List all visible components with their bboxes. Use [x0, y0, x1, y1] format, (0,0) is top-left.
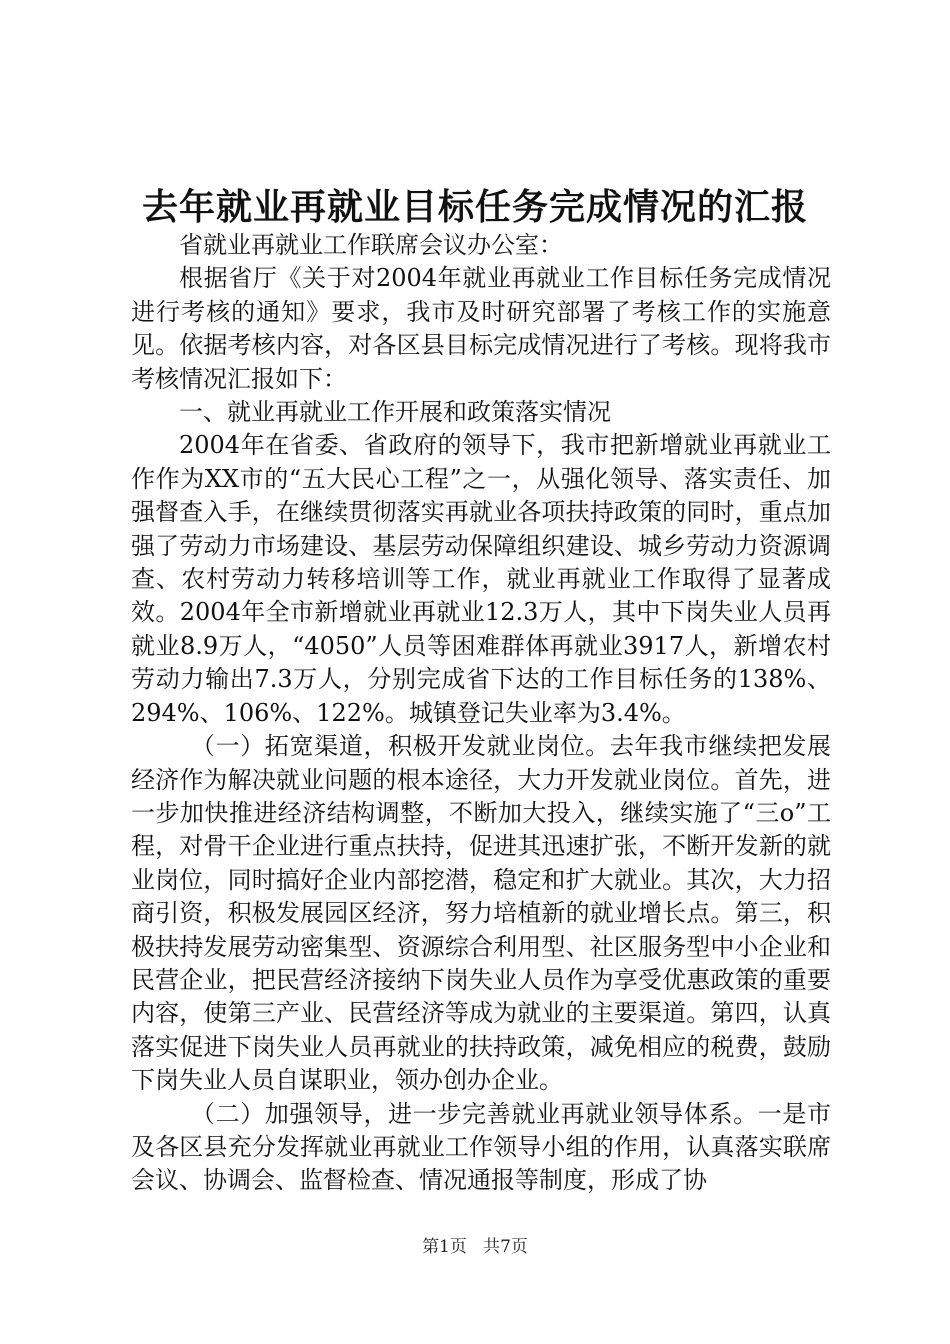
- document-title: 去年就业再就业目标任务完成情况的汇报: [141, 187, 808, 228]
- document-body: [131, 229, 831, 1198]
- salutation: 省就业再就业工作联席会议办公室：: [179, 231, 563, 259]
- page-number: 第1页: [422, 1237, 467, 1257]
- subsection-1-paragraph: （一）拓宽渠道，积极开发就业岗位。去年我市继续把发展经济作为解决就业问题的根本途径，大力开发就业岗位。首先，进一步加快推进经济结构调整，不断加大投入，继续实施了“三o”工程，对骨干企业进行重点扶持，促进其迅速扩张，不断开发新的就业岗位，同时搞好企业内部挖潜，稳定和扩大就业。其次，大力招商引资，积极发展园区经济，努力培植新的就业增长点。第三，积极扶持发展劳动密集型、资源综合利用型、社区服务型中小企业和民营企业，把民营经济接纳下岗失业人员作为享受优惠政策的重要内容，使第三产业、民营经济等成为就业的主要渠道。第四，认真落实促进下岗失业人员再就业的扶持政策，减免相应的税费，鼓励下岗失业人员自谋职业，领办创办企业。: [131, 732, 831, 1095]
- page-total: 共7页: [483, 1237, 528, 1257]
- intro-paragraph: 根据省厅《关于对2004年就业再就业工作目标任务完成情况进行考核的通知》要求，我市及时研究部署了考核工作的实施意见。依据考核内容，对各区县目标完成情况进行了考核。现将我市考核情况汇报如下：: [131, 264, 831, 393]
- summary-paragraph: 2004年在省委、省政府的领导下，我市把新增就业再就业工作作为XX市的“五大民心工程”之一，从强化领导、落实责任、加强督查入手，在继续贯彻落实再就业各项扶持政策的同时，重点加强了劳动力市场建设、基层劳动保障组织建设、城乡劳动力资源调查、农村劳动力转移培训等工作，就业再就业工作取得了显著成效。2004年全市新增就业再就业12.3万人，其中下岗失业人员再就业8.9万人，“4050”人员等困难群体再就业3917人，新增农村劳动力输出7.3万人，分别完成省下达的工作目标任务的138%、294%、106%、122%。城镇登记失业率为3.4%。: [131, 431, 831, 727]
- page-footer: [0, 1235, 950, 1259]
- subsection-2-paragraph: （二）加强领导，进一步完善就业再就业领导体系。一是市及各区县充分发挥就业再就业工作领导小组的作用，认真落实联席会议、协调会、监督检查、情况通报等制度，形成了协: [131, 1099, 831, 1195]
- footer-spacer: [472, 1237, 477, 1257]
- section-heading-1: 一、就业再就业工作开展和政策落实情况: [179, 398, 611, 427]
